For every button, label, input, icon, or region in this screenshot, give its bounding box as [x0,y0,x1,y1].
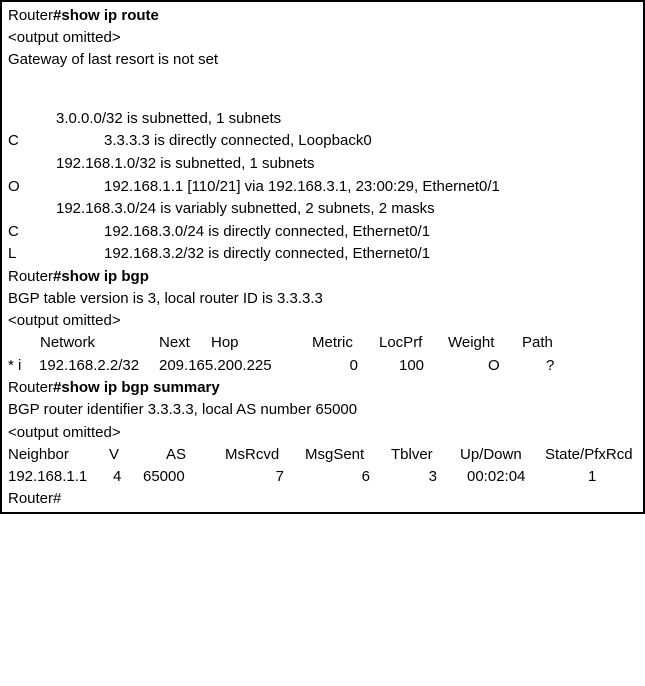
command-text: #show ip bgp summary [53,379,220,396]
cell-as: 65000 [143,468,185,485]
omitted-text: <output omitted> [8,424,121,441]
header-msgrcvd: MsRcvd [225,446,280,463]
bgp-command-line [2,266,149,288]
header-metric: Metric [312,334,353,351]
route-entry [2,221,431,243]
summary-table-header [2,444,633,466]
header-updown: Up/Down [460,446,522,463]
route-code: C [8,132,19,149]
route-text: 3.0.0.0/32 is subnetted, 1 subnets [56,110,282,127]
cell-path: ? [546,357,555,374]
cell-msgsent: 6 [361,468,370,485]
bgp-info-line [2,288,323,310]
header-weight: Weight [448,334,495,351]
omitted-text: <output omitted> [8,312,121,329]
route-entry [2,198,435,220]
summary-table-row [2,466,597,488]
route-code: O [8,178,20,195]
prompt-label: Router#show ip bgp summary [8,379,220,396]
header-msgsent: MsgSent [305,446,365,463]
output-omitted-line [2,310,121,332]
header-v: V [109,446,120,463]
cell-metric: 0 [349,357,358,374]
summary-info-text: BGP router identifier 3.3.3.3, local AS number 65000 [8,401,358,418]
header-hop: Hop [211,334,239,351]
route-entry [2,243,431,265]
command-text: #show ip bgp [53,268,149,285]
route-entry [2,153,315,175]
header-path: Path [522,334,553,351]
route-code: L [8,245,17,262]
header-tblver: Tblver [391,446,433,463]
header-locprf: LocPrf [379,334,423,351]
bgp-table-row [2,355,555,377]
header-as: AS [166,446,187,463]
route-code: C [8,223,19,240]
header-network: Network [40,334,96,351]
cell-tblver: 3 [428,468,437,485]
output-omitted-line [2,27,121,49]
prompt-label: Router#show ip route [8,7,159,24]
output-omitted-line [2,422,121,444]
cell-status: * i [8,357,22,374]
cell-v: 4 [113,468,122,485]
cell-msgrcvd: 7 [275,468,284,485]
omitted-text: <output omitted> [8,29,121,46]
bgp-info-text: BGP table version is 3, local router ID is 3.3.3.3 [8,290,323,307]
header-next: Next [159,334,190,351]
summary-command-line [2,377,220,399]
summary-info-line [2,399,358,421]
prompt-label: Router#show ip bgp [8,268,149,285]
cell-state: 1 [588,468,597,485]
cell-weight: O [488,357,500,374]
route-text: 192.168.3.0/24 is directly connected, Ethernet0/1 [104,223,431,240]
gateway-line [2,49,219,71]
route-entry [2,130,372,152]
final-prompt: Router# [8,490,62,507]
gateway-text: Gateway of last resort is not set [8,51,219,68]
cell-updown: 00:02:04 [467,468,526,485]
command-text: #show ip route [53,7,159,24]
cell-neighbor: 192.168.1.1 [8,468,88,485]
final-prompt-line [2,488,62,510]
cell-next-hop: 209.165.200.225 [159,357,272,374]
header-state: State/PfxRcd [545,446,633,463]
route-text: 192.168.1.0/32 is subnetted, 1 subnets [56,155,315,172]
route-text: 192.168.1.1 [110/21] via 192.168.3.1, 23:00:29, Ethernet0/1 [104,178,500,195]
route-text: 192.168.3.2/32 is directly connected, Ethernet0/1 [104,245,431,262]
route-text: 3.3.3.3 is directly connected, Loopback0 [104,132,372,149]
bgp-table-header [2,332,553,354]
route-entry [2,176,500,198]
route-command-line [2,5,159,27]
cell-locprf: 100 [399,357,425,374]
route-text: 192.168.3.0/24 is variably subnetted, 2 subnets, 2 masks [56,200,435,217]
cell-network: 192.168.2.2/32 [39,357,140,374]
route-entry [2,108,282,130]
header-neighbor: Neighbor [8,446,69,463]
